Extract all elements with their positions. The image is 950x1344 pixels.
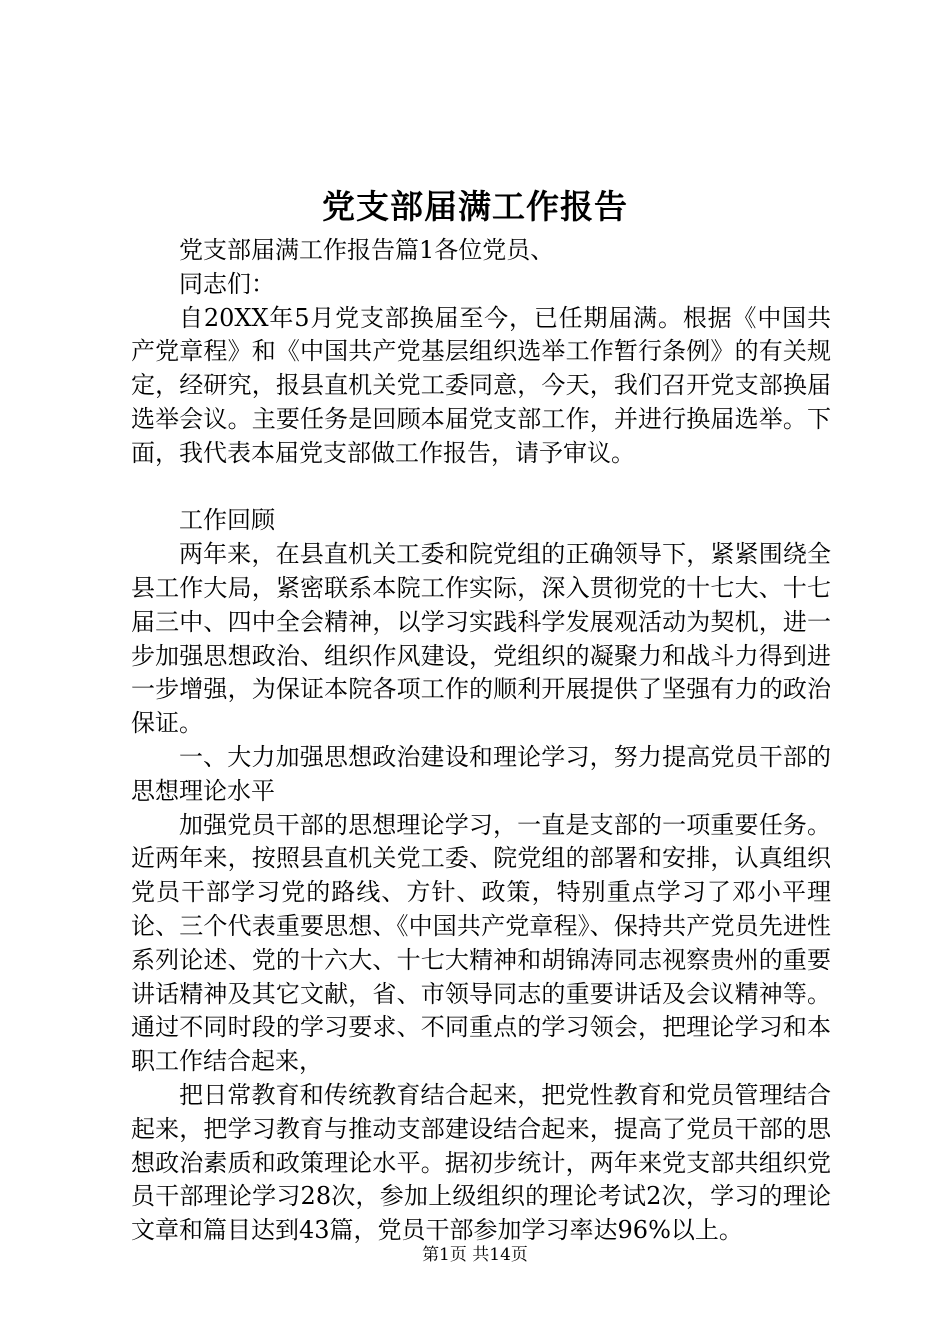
page-number-footer: 第1页 共14页 [422, 1245, 528, 1265]
section-heading: 工作回顾 [179, 506, 275, 535]
greeting-line: 党支部届满工作报告篇1各位党员、 [179, 236, 555, 264]
body-paragraph: 加强党员干部的思想理论学习，一直是支部的一项重要任务。近两年来，按照县直机关党工委、院党组的部署和安排，认真组织党员干部学习党的路线、方针、政策，特别重点学习了邓小平理论、三个代表重要思想、《中国共产党章程》、保持共产党员先进性系列论述、党的十六大、十七大精神和胡锦涛同志视察贵州的重要讲话精神及其它文献，省、市领导同志的重要讲话及会议精神等。通过不同时段的学习要求、不同重点的学习领会，把理论学习和本职工作结合起来， [131, 810, 831, 1076]
document-body [131, 234, 831, 1248]
section-heading: 一、大力加强思想政治建设和理论学习，努力提高党员干部的思想理论水平 [131, 742, 831, 805]
document-title: 党支部届满工作报告 [322, 187, 628, 226]
body-paragraph: 把日常教育和传统教育结合起来，把党性教育和党员管理结合起来，把学习教育与推动支部建设结合起来，提高了党员干部的思想政治素质和政策理论水平。据初步统计，两年来党支部共组织党员干部理论学习28次，参加上级组织的理论考试2次，学习的理论文章和篇目达到43篇，党员干部参加学习率达96%以上。 [131, 1080, 831, 1245]
body-paragraph: 两年来，在县直机关工委和院党组的正确领导下，紧紧围绕全县工作大局，紧密联系本院工作实际，深入贯彻党的十七大、十七届三中、四中全会精神，以学习实践科学发展观活动为契机，进一步加强思想政治、组织作风建设，党组织的凝聚力和战斗力得到进一步增强，为保证本院各项工作的顺利开展提供了坚强有力的政治保证。 [131, 540, 831, 738]
greeting-line: 同志们： [179, 269, 275, 298]
body-paragraph: 自20XX年5月党支部换届至今，已任期届满。根据《中国共产党章程》和《中国共产党基层组织选举工作暂行条例》的有关规定，经研究，报县直机关党工委同意，今天，我们召开党支部换届选举会议。主要任务是回顾本届党支部工作，并进行换届选举。下面，我代表本届党支部做工作报告，请予审议。 [131, 303, 831, 467]
